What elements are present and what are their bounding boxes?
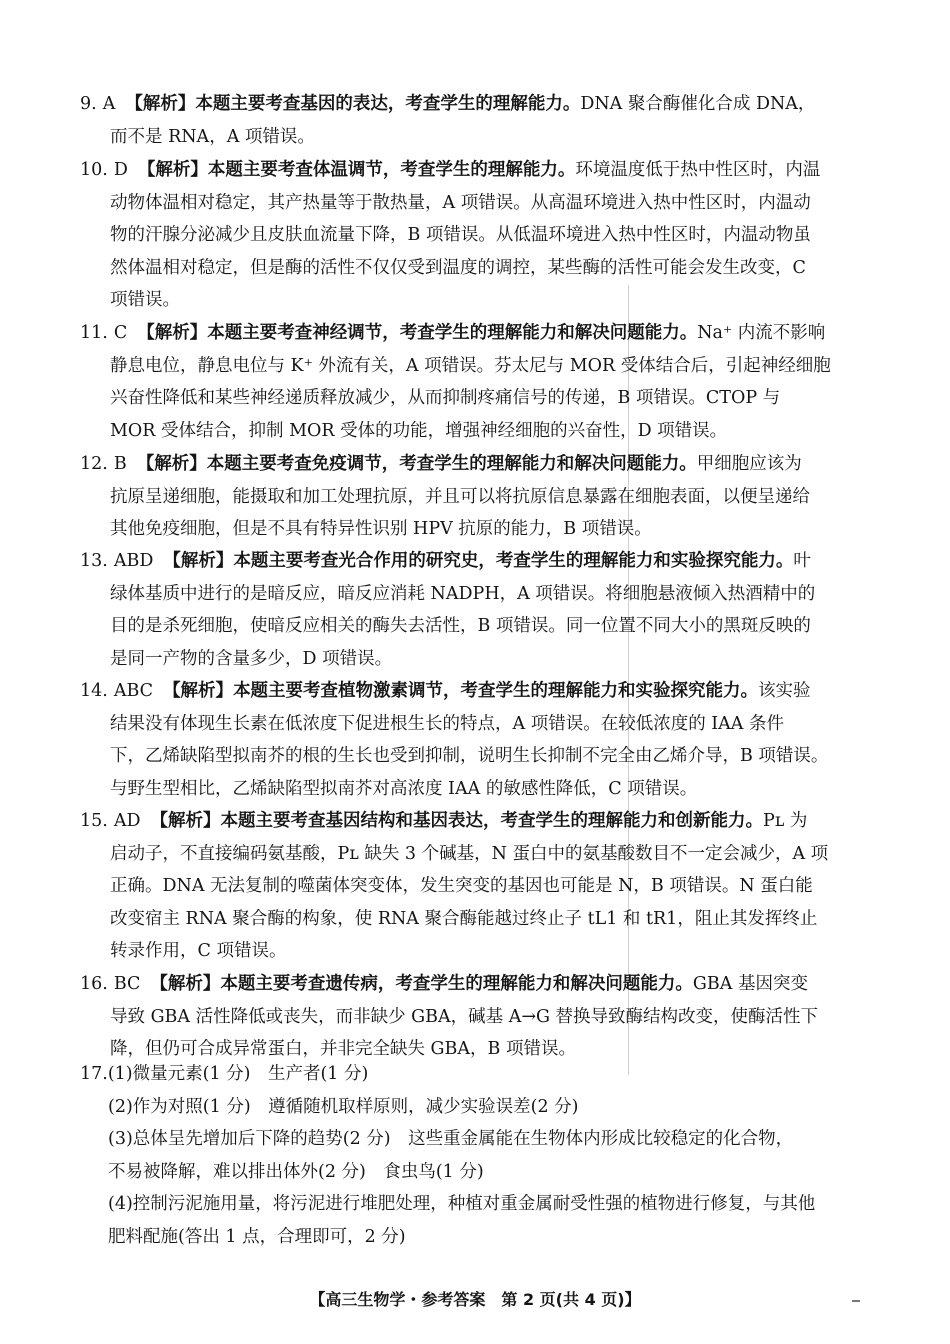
item-focus: 本题主要考查基因的表达，考查学生的理解能力。 — [195, 94, 581, 114]
item-text: Na⁺ 内流不影响 — [697, 323, 826, 343]
item-answer: ABD — [113, 551, 154, 571]
item-text: Pʟ 为 — [763, 811, 808, 831]
item-first-line — [80, 317, 880, 350]
item-first-line — [80, 1058, 880, 1091]
item-continuation: 静息电位，静息电位与 K⁺ 外流有关，A 项错误。芬太尼与 MOR 受体结合后，引起神经细胞 — [110, 355, 831, 376]
analysis-tag: 【解析】 — [125, 94, 196, 114]
answer-item-17 — [80, 1058, 880, 1253]
item-answer: C — [113, 323, 128, 343]
item-focus: 本题主要考查遗传病，考查学生的理解能力和解决问题能力。 — [220, 974, 693, 994]
analysis-tag: 【解析】 — [150, 974, 221, 994]
item-answer: AD — [113, 811, 141, 831]
item-focus: 本题主要考查体温调节，考查学生的理解能力。 — [207, 160, 576, 180]
item-continuation: 目的是杀死细胞，使暗反应相关的酶失去活性，B 项错误。同一位置不同大小的黑斑反映的 — [110, 616, 811, 636]
item-continuation: 改变宿主 RNA 聚合酶的构象，使 RNA 聚合酶能越过终止子 tL1 和 tR1，阻止其发挥终止 — [110, 908, 818, 929]
item-text: 该实验 — [758, 681, 811, 701]
item-focus: 本题主要考查神经调节，考查学生的理解能力和解决问题能力。 — [207, 323, 698, 343]
answer-item-12 — [80, 448, 880, 546]
item-answer: ABC — [113, 681, 154, 701]
answer-item-11 — [80, 317, 880, 447]
item-continuation: 抗原呈递细胞，能摄取和加工处理抗原，并且可以将抗原信息暴露在细胞表面，以便呈递给 — [110, 486, 810, 507]
answer-item-9 — [80, 88, 880, 153]
item-continuation: 其他免疫细胞，但是不具有特异性识别 HPV 抗原的能力，B 项错误。 — [110, 519, 652, 539]
analysis-tag: 【解析】 — [137, 323, 208, 343]
item-first-line — [80, 154, 880, 187]
item-answer: B — [113, 454, 127, 474]
item-continuation: 降，但仍可合成异常蛋白，并非完全缺失 GBA，B 项错误。 — [110, 1039, 576, 1059]
item-continuation: 下，乙烯缺陷型拟南芥的根的生长也受到抑制，说明生长抑制不完全由乙烯介导，B 项错误。 — [110, 746, 829, 766]
page-footer: 【高三生物学・参考答案 第 2 页(共 4 页)】 — [309, 1290, 641, 1309]
item-number: 15. — [80, 811, 108, 831]
analysis-tag: 【解析】 — [163, 681, 234, 701]
item-continuation: 物的汗腺分泌减少且皮肤血流量下降，B 项错误。从低温环境进入热中性区时，内温动物虽 — [110, 225, 811, 245]
item-number: 10. — [80, 160, 108, 180]
item-focus: 本题主要考查植物激素调节，考查学生的理解能力和实验探究能力。 — [233, 681, 759, 701]
item-focus: 本题主要考查光合作用的研究史，考查学生的理解能力和实验探究能力。 — [233, 551, 794, 571]
item-number: 17. — [80, 1064, 108, 1084]
item-focus: 本题主要考查基因结构和基因表达，考查学生的理解能力和创新能力。 — [220, 811, 764, 831]
item-continuation: 结果没有体现生长素在低浓度下促进根生长的特点，A 项错误。在较低浓度的 IAA 条件 — [110, 713, 785, 734]
sub-answer-4: (4)控制污泥施用量，将污泥进行堆肥处理，种植对重金属耐受性强的植物进行修复，与其他 — [108, 1194, 816, 1214]
item-first-line — [80, 675, 880, 708]
sub-answer-3-cont: 不易被降解，难以排出体外(2 分) 食虫鸟(1 分) — [108, 1161, 484, 1182]
item-number: 12. — [80, 454, 108, 474]
item-continuation: 而不是 RNA，A 项错误。 — [110, 126, 315, 147]
sub-answer-1: (1)微量元素(1 分) 生产者(1 分) — [107, 1064, 369, 1084]
item-first-line — [80, 88, 880, 121]
answer-item-16 — [80, 968, 880, 1066]
answer-item-14 — [80, 675, 880, 805]
sub-answer-3: (3)总体呈先增加后下降的趋势(2 分) 这些重金属能在生物体内形成比较稳定的化合物， — [108, 1129, 794, 1149]
item-continuation: 启动子，不直接编码氨基酸，Pʟ 缺失 3 个碱基，N 蛋白中的氨基酸数目不一定会减少，A 项 — [110, 843, 829, 864]
item-text: 环境温度低于热中性区时，内温 — [575, 160, 821, 180]
item-first-line — [80, 448, 880, 481]
item-first-line — [80, 968, 880, 1001]
answer-item-15 — [80, 805, 880, 968]
answer-item-13 — [80, 545, 880, 675]
item-text: GBA 基因突变 — [692, 974, 808, 994]
item-number: 9. — [80, 94, 97, 114]
item-first-line — [80, 545, 880, 578]
analysis-tag: 【解析】 — [136, 454, 207, 474]
item-number: 11. — [80, 323, 108, 343]
item-continuation: MOR 受体结合，抑制 MOR 受体的功能，增强神经细胞的兴奋性，D 项错误。 — [110, 420, 728, 441]
item-continuation: 绿体基质中进行的是暗反应，暗反应消耗 NADPH，A 项错误。将细胞悬液倾入热酒精中的 — [110, 583, 816, 604]
item-continuation: 与野生型相比，乙烯缺陷型拟南芥对高浓度 IAA 的敏感性降低，C 项错误。 — [110, 778, 698, 799]
sub-answer-4-cont: 肥料配施(答出 1 点，合理即可，2 分) — [108, 1226, 406, 1247]
analysis-tag: 【解析】 — [150, 811, 221, 831]
item-continuation: 转录作用，C 项错误。 — [110, 941, 287, 961]
item-continuation: 项错误。 — [110, 290, 180, 310]
item-answer: A — [102, 94, 116, 114]
item-number: 16. — [80, 974, 108, 994]
item-answer: BC — [113, 974, 141, 994]
item-continuation: 兴奋性降低和某些神经递质释放减少，从而抑制疼痛信号的传递，B 项错误。CTOP 与 — [110, 388, 781, 408]
item-continuation: 动物体温相对稳定，其产热量等于散热量，A 项错误。从高温环境进入热中性区时，内温动 — [110, 192, 811, 213]
item-focus: 本题主要考查免疫调节，考查学生的理解能力和解决问题能力。 — [206, 454, 697, 474]
item-number: 13. — [80, 551, 108, 571]
item-continuation: 是同一产物的含量多少，D 项错误。 — [110, 648, 393, 669]
answer-item-10 — [80, 154, 880, 317]
analysis-tag: 【解析】 — [137, 160, 208, 180]
item-text: 叶 — [793, 551, 811, 571]
item-continuation: 然体温相对稳定，但是酶的活性不仅仅受到温度的调控，某些酶的活性可能会发生改变，C — [110, 257, 806, 278]
item-continuation: 正确。DNA 无法复制的噬菌体突变体，发生突变的基因也可能是 N，B 项错误。N 蛋白能 — [110, 876, 813, 896]
scan-speck — [852, 1300, 860, 1302]
item-text: DNA 聚合酶催化合成 DNA， — [580, 94, 816, 114]
sub-answer-2: (2)作为对照(1 分) 遵循随机取样原则，减少实验误差(2 分) — [108, 1096, 579, 1117]
item-text: 甲细胞应该为 — [696, 454, 802, 474]
item-first-line — [80, 805, 880, 838]
analysis-tag: 【解析】 — [163, 551, 234, 571]
item-number: 14. — [80, 681, 108, 701]
item-answer: D — [113, 160, 128, 180]
item-continuation: 导致 GBA 活性降低或丧失，而非缺少 GBA，碱基 A→G 替换导致酶结构改变，使酶活性下 — [110, 1006, 819, 1027]
